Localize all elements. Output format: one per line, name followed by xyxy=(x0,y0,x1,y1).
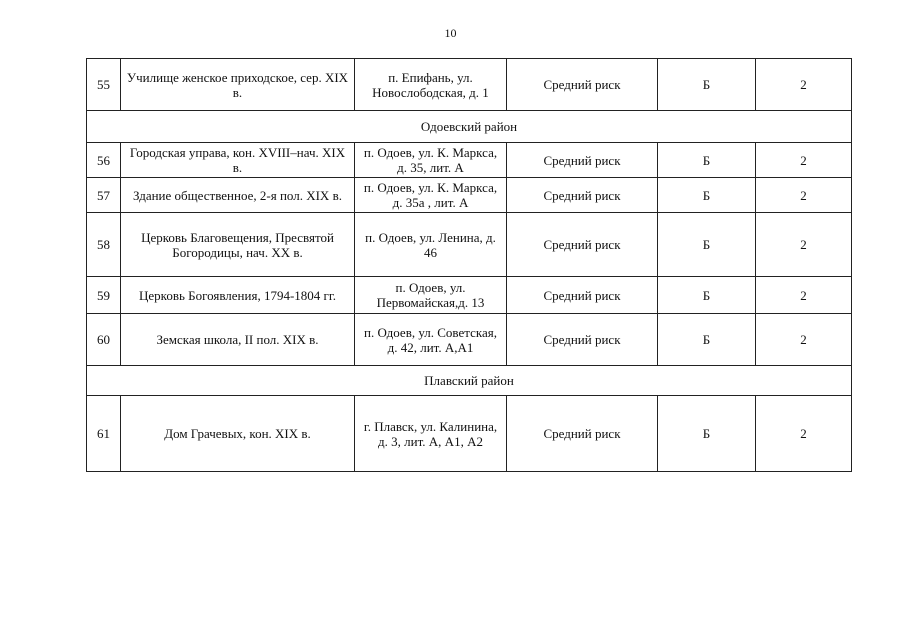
district-heading: Одоевский район xyxy=(87,111,852,143)
table-row xyxy=(87,396,852,472)
hazard-class: 2 xyxy=(756,59,852,111)
row-number: 58 xyxy=(87,213,121,277)
hazard-class: 2 xyxy=(756,143,852,178)
object-name: Земская школа, II пол. XIX в. xyxy=(121,314,355,366)
table-row xyxy=(87,314,852,366)
district-row xyxy=(87,111,852,143)
object-name: Городская управа, кон. XVIII–нач. XIX в. xyxy=(121,143,355,178)
risk-level: Средний риск xyxy=(507,396,658,472)
object-name: Училище женское приходское, сер. XIX в. xyxy=(121,59,355,111)
object-address: п. Одоев, ул. К. Маркса, д. 35, лит. А xyxy=(355,143,507,178)
object-address: п. Одоев, ул. Советская, д. 42, лит. А,А1 xyxy=(355,314,507,366)
risk-category: Б xyxy=(658,59,756,111)
hazard-class: 2 xyxy=(756,314,852,366)
hazard-class: 2 xyxy=(756,277,852,314)
hazard-class: 2 xyxy=(756,213,852,277)
risk-level: Средний риск xyxy=(507,277,658,314)
row-number: 56 xyxy=(87,143,121,178)
table-row xyxy=(87,277,852,314)
district-heading: Плавский район xyxy=(87,366,852,396)
risk-level: Средний риск xyxy=(507,143,658,178)
risk-level: Средний риск xyxy=(507,178,658,213)
row-number: 55 xyxy=(87,59,121,111)
object-address: п. Одоев, ул. Ленина, д. 46 xyxy=(355,213,507,277)
table-row xyxy=(87,143,852,178)
risk-level: Средний риск xyxy=(507,59,658,111)
object-address: п. Епифань, ул. Новослободская, д. 1 xyxy=(355,59,507,111)
risk-category: Б xyxy=(658,396,756,472)
hazard-class: 2 xyxy=(756,178,852,213)
table-row xyxy=(87,213,852,277)
registry-table xyxy=(86,58,852,472)
object-name: Здание общественное, 2-я пол. XIX в. xyxy=(121,178,355,213)
page-number: 10 xyxy=(444,26,457,40)
table-row xyxy=(87,178,852,213)
risk-category: Б xyxy=(658,143,756,178)
row-number: 60 xyxy=(87,314,121,366)
risk-category: Б xyxy=(658,178,756,213)
row-number: 59 xyxy=(87,277,121,314)
object-address: п. Одоев, ул. Первомайская,д. 13 xyxy=(355,277,507,314)
risk-level: Средний риск xyxy=(507,314,658,366)
risk-category: Б xyxy=(658,314,756,366)
object-name: Дом Грачевых, кон. XIX в. xyxy=(121,396,355,472)
row-number: 57 xyxy=(87,178,121,213)
risk-category: Б xyxy=(658,277,756,314)
object-address: п. Одоев, ул. К. Маркса, д. 35а , лит. А xyxy=(355,178,507,213)
object-address: г. Плавск, ул. Калинина, д. 3, лит. А, А1, А2 xyxy=(355,396,507,472)
risk-level: Средний риск xyxy=(507,213,658,277)
district-row xyxy=(87,366,852,396)
object-name: Церковь Благовещения, Пресвятой Богородицы, нач. XX в. xyxy=(121,213,355,277)
table-row xyxy=(87,59,852,111)
risk-category: Б xyxy=(658,213,756,277)
object-name: Церковь Богоявления, 1794-1804 гг. xyxy=(121,277,355,314)
row-number: 61 xyxy=(87,396,121,472)
hazard-class: 2 xyxy=(756,396,852,472)
